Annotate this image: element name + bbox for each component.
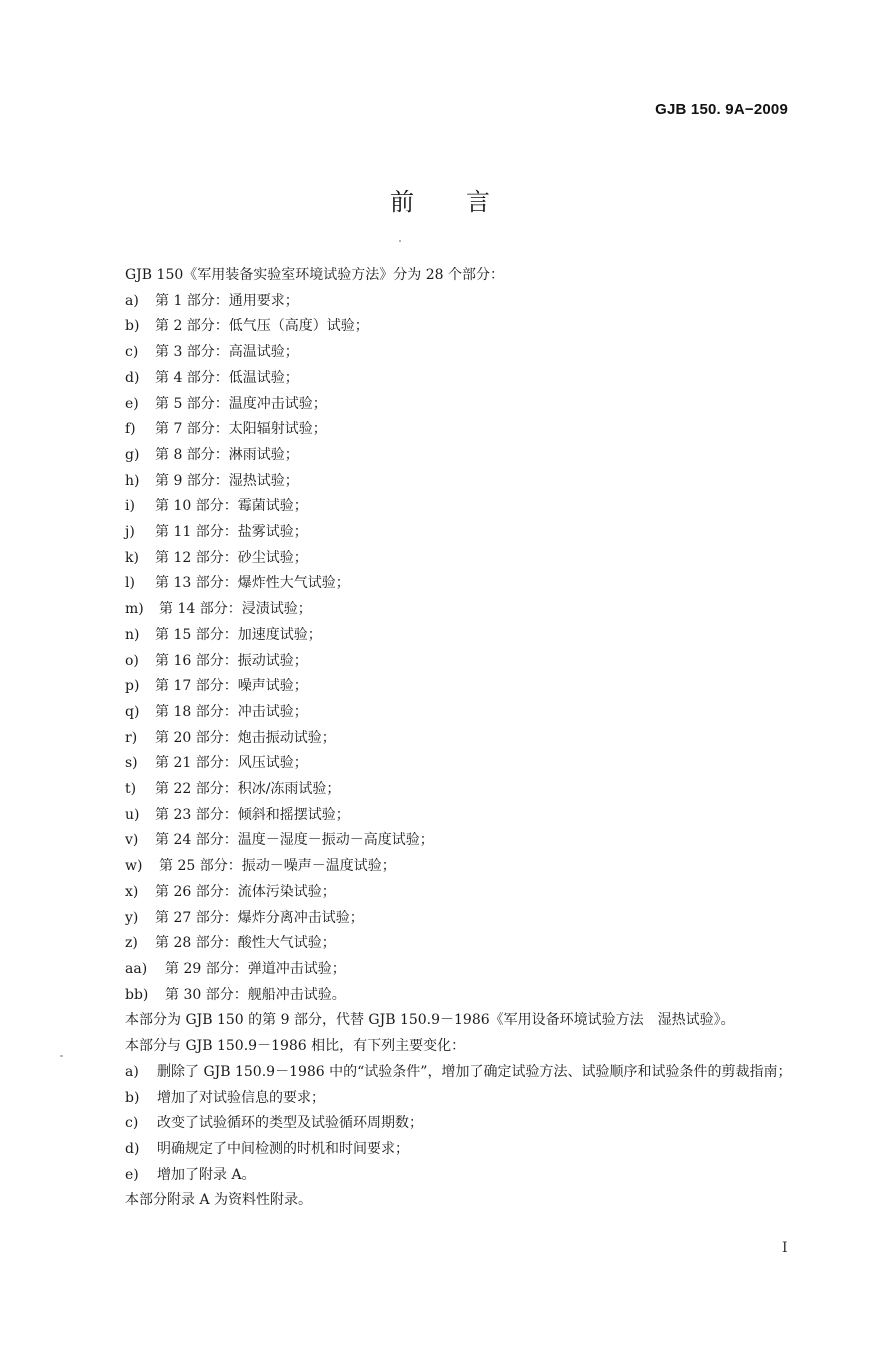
- list-item: [125, 854, 805, 880]
- intro-line: GJB 150《军用装备实验室环境试验方法》分为 28 个部分：: [125, 267, 504, 283]
- scan-dot: [399, 240, 401, 242]
- list-item: [125, 623, 805, 649]
- item-text: 第 13 部分：爆炸性大气试验；: [155, 575, 350, 592]
- list-item: [125, 649, 805, 675]
- item-label: e): [125, 395, 139, 412]
- list-item: [125, 906, 805, 932]
- item-label: n): [125, 626, 140, 643]
- item-label: g): [125, 446, 140, 463]
- list-item: [125, 571, 805, 597]
- item-text: 第 18 部分：冲击试验；: [155, 703, 308, 720]
- list-item: [125, 931, 805, 957]
- item-text: 第 15 部分：加速度试验；: [155, 626, 322, 643]
- list-item: [125, 366, 805, 392]
- item-label: y): [125, 909, 139, 926]
- item-label: aa): [125, 960, 148, 977]
- item-label: f): [125, 421, 136, 438]
- item-label: h): [125, 472, 140, 489]
- change-label: a): [125, 1063, 139, 1080]
- list-item: [125, 494, 805, 520]
- list-item: [125, 443, 805, 469]
- item-text: 第 28 部分：酸性大气试验；: [155, 935, 336, 952]
- item-text: 第 14 部分：浸渍试验；: [159, 601, 312, 618]
- change-text: 删除了 GJB 150.9－1986 中的“试验条件”，增加了确定试验方法、试验顺序和试验条件的剪裁指南；: [157, 1063, 792, 1080]
- item-text: 第 8 部分：淋雨试验；: [155, 446, 299, 463]
- item-text: 第 25 部分：振动－噪声－温度试验；: [159, 858, 396, 875]
- list-item: [125, 803, 805, 829]
- list-item: [125, 700, 805, 726]
- item-label: r): [125, 729, 138, 746]
- change-item: [125, 1060, 805, 1086]
- item-label: p): [125, 678, 140, 695]
- change-label: c): [125, 1115, 139, 1132]
- appendix-note: 本部分附录 A 为资料性附录。: [125, 1192, 313, 1209]
- item-text: 第 5 部分：温度冲击试验；: [155, 395, 327, 412]
- change-item: [125, 1111, 805, 1137]
- item-text: 第 20 部分：炮击振动试验；: [155, 729, 336, 746]
- item-label: m): [125, 601, 144, 618]
- change-label: d): [125, 1140, 140, 1157]
- item-text: 第 3 部分：高温试验；: [155, 344, 299, 361]
- item-label: w): [125, 858, 143, 875]
- item-text: 第 9 部分：湿热试验；: [155, 472, 299, 489]
- list-item: [125, 417, 805, 443]
- item-text: 第 4 部分：低温试验；: [155, 369, 299, 386]
- item-text: 第 7 部分：太阳辐射试验；: [155, 421, 327, 438]
- item-label: z): [125, 935, 138, 952]
- item-label: d): [125, 369, 140, 386]
- change-label: e): [125, 1166, 139, 1183]
- item-label: j): [125, 524, 135, 541]
- change-text: 改变了试验循环的类型及试验循环周期数；: [157, 1115, 423, 1132]
- item-label: bb): [125, 986, 149, 1003]
- item-label: v): [125, 832, 139, 849]
- change-item: [125, 1163, 805, 1189]
- change-item: [125, 1137, 805, 1163]
- list-item: [125, 340, 805, 366]
- item-text: 第 10 部分：霉菌试验；: [155, 498, 308, 515]
- item-text: 第 12 部分：砂尘试验；: [155, 549, 308, 566]
- list-item: [125, 520, 805, 546]
- list-item: [125, 392, 805, 418]
- item-label: q): [125, 703, 140, 720]
- standard-code-header: GJB 150. 9A−2009: [655, 101, 788, 118]
- list-item: [125, 957, 805, 983]
- item-label: x): [125, 883, 139, 900]
- list-item: [125, 597, 805, 623]
- item-text: 第 26 部分：流体污染试验；: [155, 883, 336, 900]
- item-label: c): [125, 344, 139, 361]
- page-number: I: [782, 1240, 788, 1256]
- item-label: s): [125, 755, 138, 772]
- margin-mark: [60, 1055, 63, 1057]
- list-item: [125, 880, 805, 906]
- item-label: u): [125, 806, 140, 823]
- item-label: o): [125, 652, 139, 669]
- list-item: [125, 983, 805, 1009]
- change-item: [125, 1086, 805, 1112]
- change-label: b): [125, 1089, 140, 1106]
- list-item: [125, 751, 805, 777]
- changes-intro: 本部分与 GJB 150.9－1986 相比，有下列主要变化：: [125, 1038, 466, 1055]
- item-text: 第 22 部分：积冰/冻雨试验；: [155, 781, 341, 798]
- item-text: 第 27 部分：爆炸分离冲击试验；: [155, 909, 364, 926]
- item-label: t): [125, 781, 137, 798]
- list-item: [125, 674, 805, 700]
- item-text: 第 16 部分：振动试验；: [155, 652, 308, 669]
- item-text: 第 24 部分：温度－湿度－振动－高度试验；: [155, 832, 434, 849]
- item-text: 第 11 部分：盐雾试验；: [155, 524, 308, 541]
- list-item: [125, 469, 805, 495]
- item-text: 第 29 部分：弹道冲击试验；: [165, 960, 346, 977]
- replacement-statement: 本部分为 GJB 150 的第 9 部分，代替 GJB 150.9－1986《军用设备环境试验方法 湿热试验》。: [125, 1012, 735, 1029]
- item-text: 第 1 部分：通用要求；: [155, 292, 299, 309]
- list-item: [125, 314, 805, 340]
- item-text: 第 23 部分：倾斜和摇摆试验；: [155, 806, 350, 823]
- item-text: 第 2 部分：低气压（高度）试验；: [155, 318, 369, 335]
- page-title: 前言: [390, 188, 542, 216]
- item-label: i): [125, 498, 135, 515]
- item-text: 第 30 部分：舰船冲击试验。: [165, 986, 346, 1003]
- changes-list: [125, 1060, 805, 1189]
- item-label: b): [125, 318, 140, 335]
- list-item: [125, 726, 805, 752]
- item-label: l): [125, 575, 135, 592]
- foreword-body: [125, 263, 805, 1214]
- item-label: k): [125, 549, 139, 566]
- parts-list: [125, 289, 805, 1009]
- list-item: [125, 289, 805, 315]
- change-text: 增加了附录 A。: [157, 1166, 256, 1183]
- item-text: 第 17 部分：噪声试验；: [155, 678, 308, 695]
- list-item: [125, 546, 805, 572]
- item-text: 第 21 部分：风压试验；: [155, 755, 308, 772]
- list-item: [125, 777, 805, 803]
- change-text: 明确规定了中间检测的时机和时间要求；: [157, 1140, 409, 1157]
- change-text: 增加了对试验信息的要求；: [157, 1089, 325, 1106]
- list-item: [125, 828, 805, 854]
- item-label: a): [125, 292, 139, 309]
